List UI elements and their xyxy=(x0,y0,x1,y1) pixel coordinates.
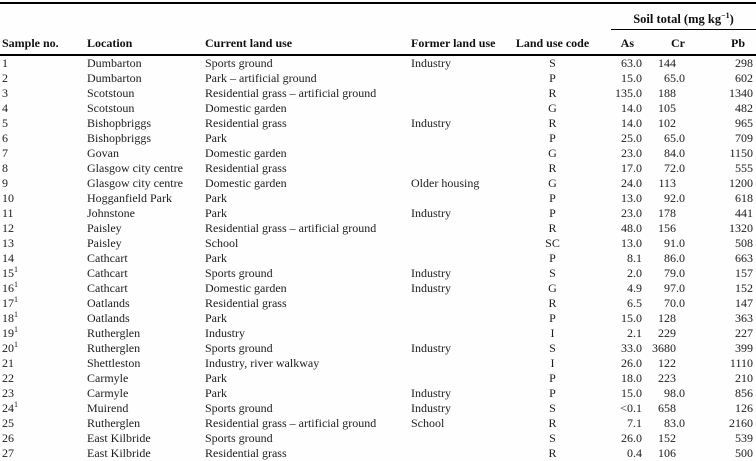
cr-value-cell: 91 .0 xyxy=(664,236,685,250)
land-use-code-cell: P xyxy=(549,131,556,145)
sample-no-cell: 4 xyxy=(2,101,8,115)
sample-footnote-superscript: 1 xyxy=(14,295,18,304)
pb-value-cell: 298 xyxy=(735,56,754,70)
table-row xyxy=(0,326,756,341)
sample-no-cell: 13 xyxy=(2,236,14,250)
table-row xyxy=(0,86,756,101)
land-use-code-cell: SC xyxy=(545,236,560,250)
sample-footnote-superscript: 1 xyxy=(14,325,18,334)
sample-no-cell: 23 xyxy=(2,386,14,400)
cr-value-cell: 79 .0 xyxy=(664,266,685,280)
pb-value-cell: 555 xyxy=(735,161,754,175)
sample-no-cell: 7 xyxy=(2,146,8,160)
location-cell: Glasgow city centre xyxy=(87,161,183,175)
cr-value-cell: 70 .0 xyxy=(664,296,685,310)
former-land-use-cell: Industry xyxy=(411,281,451,295)
location-cell: Glasgow city centre xyxy=(87,176,183,190)
current-land-use-cell: Sports ground xyxy=(205,56,273,70)
former-land-use-cell xyxy=(406,371,508,386)
cr-value-cell: 156 xyxy=(658,221,676,235)
table-header xyxy=(0,3,756,55)
land-use-code-cell: R xyxy=(548,221,557,235)
cr-value-cell: 144 xyxy=(658,56,676,70)
former-land-use-cell: Industry xyxy=(411,386,451,400)
land-use-code-cell: P xyxy=(549,311,556,325)
as-value-cell: 26 .0 xyxy=(621,431,642,445)
land-use-code-cell: R xyxy=(548,116,557,130)
sample-no-cell: 22 xyxy=(2,371,14,385)
pb-value-cell: 602 xyxy=(735,71,754,85)
sample-no-cell: 8 xyxy=(2,161,8,175)
pb-value-cell: 399 xyxy=(735,341,754,355)
pb-value-cell: 500 xyxy=(735,446,754,460)
location-cell: Cathcart xyxy=(87,266,128,280)
table-row xyxy=(0,446,756,461)
pb-value-cell: 1200 xyxy=(729,176,754,190)
as-value-cell: 15 .0 xyxy=(621,311,642,325)
pb-value-cell: 157 xyxy=(735,266,754,280)
former-land-use-cell: Industry xyxy=(411,116,451,130)
group-header-spacer xyxy=(0,3,597,30)
location-cell: East Kilbride xyxy=(87,446,151,460)
current-land-use-cell: Domestic garden xyxy=(205,146,287,160)
former-land-use-cell xyxy=(406,161,508,176)
col-header-current-land-use: Current land use xyxy=(203,30,406,55)
pb-value-cell: 441 xyxy=(735,206,754,220)
land-use-code-cell: P xyxy=(549,206,556,220)
cr-value-cell: 3680 xyxy=(652,341,676,355)
sample-no-cell: 11 xyxy=(2,206,14,220)
table-row xyxy=(0,431,756,446)
cr-value-cell: 65 .0 xyxy=(664,131,685,145)
location-cell: Cathcart xyxy=(87,281,128,295)
pb-value-cell: 709 xyxy=(735,131,754,145)
current-land-use-cell: Park xyxy=(205,191,227,205)
column-header-row xyxy=(0,30,756,55)
current-land-use-cell: Sports ground xyxy=(205,431,273,445)
sample-no-cell: 12 xyxy=(2,221,14,235)
former-land-use-cell: School xyxy=(411,416,445,430)
cr-value-cell: 106 xyxy=(658,446,676,460)
land-use-code-cell: G xyxy=(548,146,557,160)
former-land-use-cell xyxy=(406,101,508,116)
as-value-cell: 33 .0 xyxy=(621,341,642,355)
former-land-use-cell: Industry xyxy=(411,341,451,355)
sample-no-cell: $19^1$ xyxy=(2,325,18,340)
sample-no-cell: $20^1$ xyxy=(2,340,18,355)
cr-value-cell: 178 xyxy=(658,206,676,220)
as-value-cell: 63 .0 xyxy=(621,56,642,70)
table-row xyxy=(0,356,756,371)
sample-footnote-superscript: 1 xyxy=(14,265,18,274)
land-use-code-cell: R xyxy=(548,446,557,460)
table-row xyxy=(0,386,756,401)
pb-value-cell: 1150 xyxy=(729,146,754,160)
table-row xyxy=(0,161,756,176)
location-cell: Rutherglen xyxy=(87,326,141,340)
col-header-location: Location xyxy=(83,30,203,55)
pb-value-cell: 856 xyxy=(735,386,754,400)
current-land-use-cell: Park xyxy=(205,206,227,220)
cr-value-cell: 152 xyxy=(658,431,676,445)
current-land-use-cell: Domestic garden xyxy=(205,281,287,295)
former-land-use-cell xyxy=(406,251,508,266)
current-land-use-cell: School xyxy=(205,236,239,250)
as-value-cell: 2 .1 xyxy=(627,326,642,340)
land-use-code-cell: S xyxy=(549,431,556,445)
pb-value-cell: 363 xyxy=(735,311,754,325)
cr-value-cell: 97 .0 xyxy=(664,281,685,295)
as-value-cell: 14 .0 xyxy=(621,116,642,130)
as-value-cell: 26 .0 xyxy=(621,356,642,370)
sample-no-cell: $17^1$ xyxy=(2,295,18,310)
cr-value-cell: 102 xyxy=(658,116,676,130)
location-cell: Scotstoun xyxy=(87,86,135,100)
col-header-former-land-use: Former land use xyxy=(406,30,508,55)
as-value-cell: 13 .0 xyxy=(621,236,642,250)
as-value-cell: 14 .0 xyxy=(621,101,642,115)
sample-no-cell: 26 xyxy=(2,431,14,445)
as-value-cell: 0 .4 xyxy=(627,446,642,460)
as-value-cell: 18 .0 xyxy=(621,371,642,385)
land-use-code-cell: S xyxy=(549,56,556,70)
sample-footnote-superscript: 1 xyxy=(14,280,18,289)
table-row xyxy=(0,55,756,71)
as-value-cell: 25 .0 xyxy=(621,131,642,145)
location-cell: Carmyle xyxy=(87,386,129,400)
land-use-code-cell: P xyxy=(549,71,556,85)
table-row xyxy=(0,416,756,431)
current-land-use-cell: Residential grass – artificial ground xyxy=(205,221,377,235)
sample-no-cell: 1 xyxy=(2,56,8,70)
cr-value-cell: 72 .0 xyxy=(664,161,685,175)
table-row xyxy=(0,71,756,86)
sample-no-cell: 5 xyxy=(2,116,8,130)
table-row xyxy=(0,371,756,386)
as-value-cell: 15 .0 xyxy=(621,386,642,400)
table-row xyxy=(0,236,756,251)
current-land-use-cell: Residential grass – artificial ground xyxy=(205,416,377,430)
current-land-use-cell: Domestic garden xyxy=(205,176,287,190)
land-use-code-cell: S xyxy=(549,341,556,355)
former-land-use-cell xyxy=(406,131,508,146)
table-row xyxy=(0,296,756,311)
current-land-use-cell: Industry xyxy=(205,326,245,340)
former-land-use-cell xyxy=(406,326,508,341)
cr-value-cell: 223 xyxy=(658,371,676,385)
as-value-cell: 23 .0 xyxy=(621,206,642,220)
pb-value-cell: 227 xyxy=(735,326,754,340)
current-land-use-cell: Park xyxy=(205,371,227,385)
location-cell: Oatlands xyxy=(87,311,130,325)
location-cell: Cathcart xyxy=(87,251,128,265)
as-value-cell: 4 .9 xyxy=(627,281,642,295)
table-row xyxy=(0,101,756,116)
pb-value-cell: 482 xyxy=(735,101,754,115)
current-land-use-cell: Residential grass xyxy=(205,296,287,310)
former-land-use-cell xyxy=(406,431,508,446)
former-land-use-cell: Industry xyxy=(411,401,451,415)
former-land-use-cell: Industry xyxy=(411,266,451,280)
as-value-cell: 135 .0 xyxy=(615,86,642,100)
as-value-cell: 15 .0 xyxy=(621,71,642,85)
sample-no-cell: 3 xyxy=(2,86,8,100)
table-row xyxy=(0,131,756,146)
current-land-use-cell: Residential grass xyxy=(205,116,287,130)
cr-value-cell: 83 .0 xyxy=(664,416,685,430)
table-body xyxy=(0,55,756,461)
pb-value-cell: 147 xyxy=(735,296,754,310)
former-land-use-cell xyxy=(406,146,508,161)
former-land-use-cell: Industry xyxy=(411,206,451,220)
land-use-code-cell: R xyxy=(548,86,557,100)
pb-value-cell: 1340 xyxy=(729,86,754,100)
location-cell: Rutherglen xyxy=(87,416,141,430)
as-value-cell: <0 .1 xyxy=(620,401,642,415)
sample-footnote-superscript: 1 xyxy=(14,310,18,319)
pb-value-cell: 508 xyxy=(735,236,754,250)
former-land-use-cell: Industry xyxy=(411,56,451,70)
land-use-code-cell: G xyxy=(548,101,557,115)
cr-value-cell: 86 .0 xyxy=(664,251,685,265)
as-value-cell: 7 .1 xyxy=(627,416,642,430)
sample-no-cell: $16^1$ xyxy=(2,280,18,295)
cr-value-cell: 658 xyxy=(658,401,676,415)
land-use-code-cell: R xyxy=(548,161,557,175)
col-header-pb: Pb xyxy=(686,30,756,55)
land-use-code-cell: P xyxy=(549,386,556,400)
location-cell: Oatlands xyxy=(87,296,130,310)
table-row xyxy=(0,206,756,221)
location-cell: Scotstoun xyxy=(87,101,135,115)
table-row xyxy=(0,281,756,296)
sample-no-cell: 25 xyxy=(2,416,14,430)
land-use-code-cell: I xyxy=(550,356,555,370)
pb-value-cell: 126 xyxy=(735,401,754,415)
location-cell: Bishopbriggs xyxy=(87,116,152,130)
former-land-use-cell xyxy=(406,86,508,101)
sample-no-cell: $18^1$ xyxy=(2,310,18,325)
as-value-cell: 8 .1 xyxy=(627,251,642,265)
location-cell: Dumbarton xyxy=(87,71,142,85)
table-row xyxy=(0,116,756,131)
table-row xyxy=(0,146,756,161)
table-row xyxy=(0,311,756,326)
sample-no-cell: 10 xyxy=(2,191,14,205)
soil-total-label: Soil total (mg $kg^{-1}$) xyxy=(611,12,756,30)
former-land-use-cell xyxy=(406,446,508,461)
sample-no-cell: $15^1$ xyxy=(2,265,18,280)
cr-value-cell: 122 xyxy=(658,356,676,370)
former-land-use-cell xyxy=(406,311,508,326)
pb-value-cell: 210 xyxy=(735,371,754,385)
current-land-use-cell: Park xyxy=(205,251,227,265)
former-land-use-cell: Older housing xyxy=(411,176,480,190)
table-row xyxy=(0,341,756,356)
pb-value-cell: 539 xyxy=(735,431,754,445)
current-land-use-cell: Residential grass xyxy=(205,161,287,175)
cr-value-cell: 98 .0 xyxy=(664,386,685,400)
sample-no-cell: 14 xyxy=(2,251,14,265)
sample-no-cell: $24^1$ xyxy=(2,400,18,415)
current-land-use-cell: Sports ground xyxy=(205,266,273,280)
cr-value-cell: 229 xyxy=(658,326,676,340)
land-use-code-cell: S xyxy=(549,266,556,280)
sample-no-cell: 27 xyxy=(2,446,14,460)
current-land-use-cell: Park xyxy=(205,131,227,145)
location-cell: Muirend xyxy=(87,401,129,415)
soil-total-group-header xyxy=(597,3,756,30)
current-land-use-cell: Domestic garden xyxy=(205,101,287,115)
location-cell: Rutherglen xyxy=(87,341,141,355)
pb-value-cell: 663 xyxy=(735,251,754,265)
pb-value-cell: 618 xyxy=(735,191,754,205)
location-cell: Bishopbriggs xyxy=(87,131,152,145)
pb-value-cell: 1320 xyxy=(729,221,754,235)
location-cell: Shettleston xyxy=(87,356,141,370)
cr-value-cell: 84 .0 xyxy=(664,146,685,160)
former-land-use-cell xyxy=(406,356,508,371)
cr-value-cell: 113 xyxy=(658,176,676,190)
current-land-use-cell: Residential grass – artificial ground xyxy=(205,86,377,100)
sample-no-cell: 2 xyxy=(2,71,8,85)
land-use-code-cell: P xyxy=(549,251,556,265)
col-header-cr: Cr xyxy=(643,30,686,55)
sample-no-cell: 9 xyxy=(2,176,8,190)
cr-value-cell: 188 xyxy=(658,86,676,100)
current-land-use-cell: Industry, river walkway xyxy=(205,356,320,370)
sample-footnote-superscript: 1 xyxy=(14,340,18,349)
as-value-cell: 24 .0 xyxy=(621,176,642,190)
as-value-cell: 48 .0 xyxy=(621,221,642,235)
current-land-use-cell: Park xyxy=(205,386,227,400)
current-land-use-cell: Park xyxy=(205,311,227,325)
former-land-use-cell xyxy=(406,221,508,236)
location-cell: Johnstone xyxy=(87,206,135,220)
location-cell: East Kilbride xyxy=(87,431,151,445)
table-row xyxy=(0,401,756,416)
pb-value-cell: 152 xyxy=(735,281,754,295)
land-use-code-cell: R xyxy=(548,416,557,430)
current-land-use-cell: Park – artificial ground xyxy=(205,71,317,85)
soil-data-table xyxy=(0,2,756,461)
col-header-sample-no: Sample no. xyxy=(0,30,83,55)
pb-value-cell: 1110 xyxy=(729,356,754,370)
location-cell: Govan xyxy=(87,146,119,160)
land-use-code-cell: S xyxy=(549,401,556,415)
as-value-cell: 17 .0 xyxy=(621,161,642,175)
former-land-use-cell xyxy=(406,71,508,86)
cr-value-cell: 105 xyxy=(658,101,676,115)
as-value-cell: 6 .5 xyxy=(627,296,642,310)
land-use-code-cell: P xyxy=(549,371,556,385)
table-row xyxy=(0,176,756,191)
sample-no-cell: 21 xyxy=(2,356,14,370)
col-header-as: As xyxy=(597,30,643,55)
land-use-code-cell: G xyxy=(548,176,557,190)
cr-value-cell: 92 .0 xyxy=(664,191,685,205)
cr-value-cell: 128 xyxy=(658,311,676,325)
pb-value-cell: 965 xyxy=(735,116,754,130)
location-cell: Paisley xyxy=(87,236,122,250)
land-use-code-cell: G xyxy=(548,281,557,295)
table-row xyxy=(0,251,756,266)
as-value-cell: 2 .0 xyxy=(627,266,642,280)
land-use-code-cell: I xyxy=(550,326,555,340)
land-use-code-cell: P xyxy=(549,191,556,205)
location-cell: Carmyle xyxy=(87,371,129,385)
current-land-use-cell: Sports ground xyxy=(205,401,273,415)
former-land-use-cell xyxy=(406,296,508,311)
table-row xyxy=(0,221,756,236)
location-cell: Hogganfield Park xyxy=(87,191,172,205)
former-land-use-cell xyxy=(406,191,508,206)
location-cell: Dumbarton xyxy=(87,56,142,70)
current-land-use-cell: Residential grass xyxy=(205,446,287,460)
as-value-cell: 23 .0 xyxy=(621,146,642,160)
location-cell: Paisley xyxy=(87,221,122,235)
cr-value-cell: 65 .0 xyxy=(664,71,685,85)
group-header-row xyxy=(0,3,756,30)
table-row xyxy=(0,191,756,206)
table-row xyxy=(0,266,756,281)
sample-footnote-superscript: 1 xyxy=(14,400,18,409)
pb-value-cell: 2160 xyxy=(729,416,754,430)
sample-no-cell: 6 xyxy=(2,131,8,145)
current-land-use-cell: Sports ground xyxy=(205,341,273,355)
as-value-cell: 13 .0 xyxy=(621,191,642,205)
former-land-use-cell xyxy=(406,236,508,251)
col-header-land-use-code: Land use code xyxy=(508,30,597,55)
unit-superscript: −1 xyxy=(721,10,730,20)
land-use-code-cell: R xyxy=(548,296,557,310)
